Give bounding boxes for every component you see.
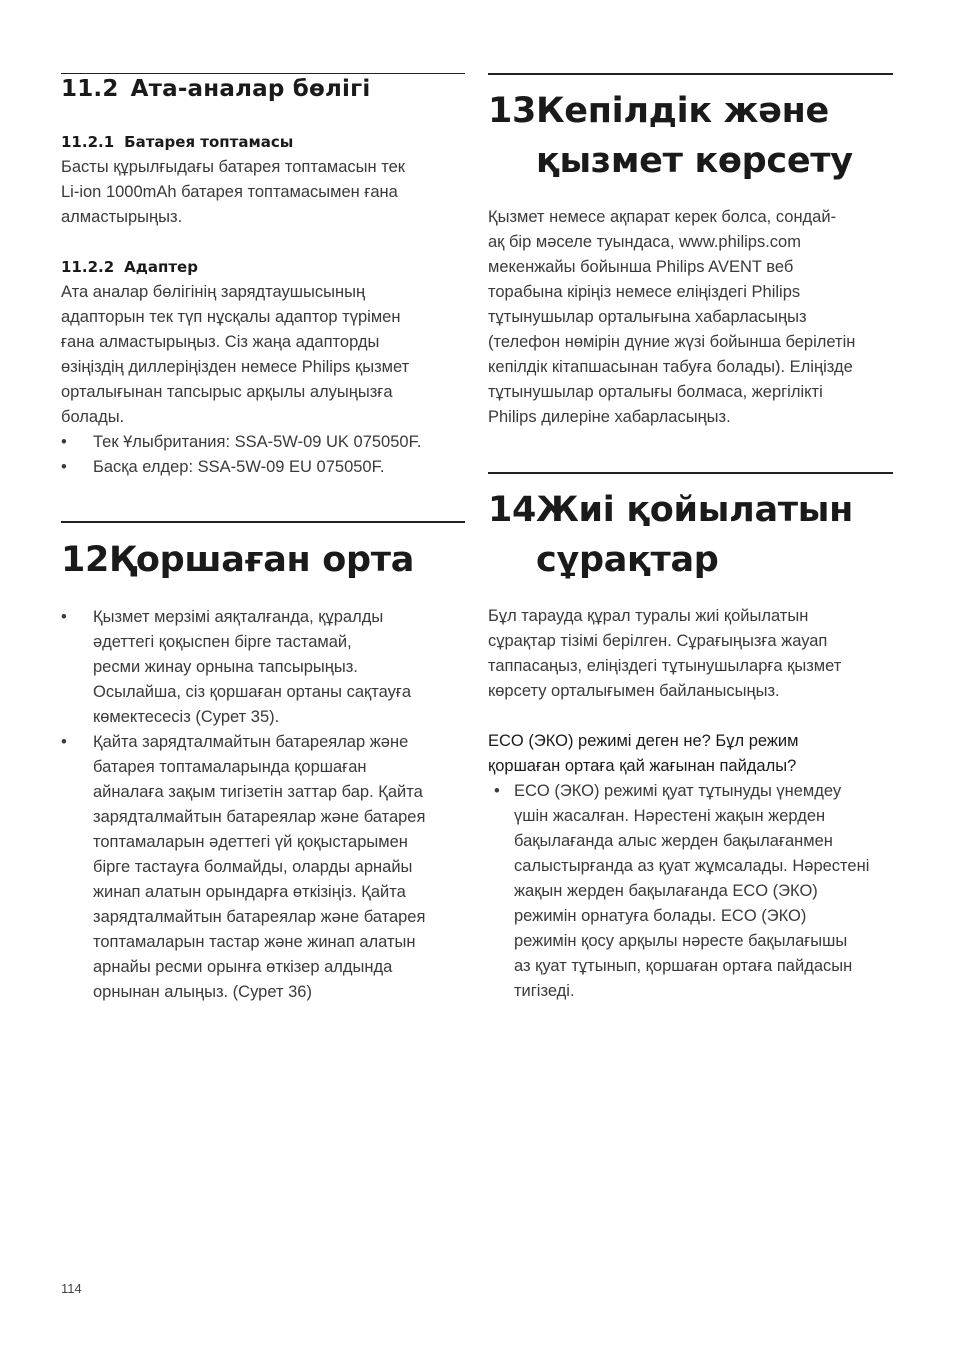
page-number: 114 (61, 1281, 82, 1296)
list-item: • ECO (ЭКО) режимі қуат тұтынуды үнемдеу үшін жасалған. Нәрестені жақын жерден бақылағанда алыс жерден бақылағанмен салыстырғанда аз қуат жұмсалады. Нәрестені жақын жерден бақылағанда ECO (ЭКО) режимін орнатуға болады. ECO (ЭКО) режимін қосу арқылы нәресте бақылағышы аз қуат тұтынып, қоршаған ортаға пайдасын тигізеді. (488, 779, 893, 1004)
text-line: сұрақтар тізімі берілген. Сұрағыңызға жауап (488, 632, 828, 650)
text-line: кепілдік кітапшасынан табуға болады). Еліңізде (488, 358, 853, 376)
text-line: таппасаңыз, еліңіздегі тұтынушыларға қызмет (488, 657, 842, 675)
bullet-icon: • (61, 433, 67, 451)
list-item: • Қайта зарядталмайтын батареялар және батарея топтамаларында қоршаған айналаға зақым тигізетін заттар бар. Қайта зарядталмайтын батареялар және батарея топтамаларын әдеттегі үй қоқыстарымен бірге тастауға болмайды, оларды арнайы жинап алатын орындарға өткізіңіз. Қайта зарядталмайтын батареялар және батарея топтамаларын тастар және жинап алатын арнайы ресми орынға өткізер алдында орнынан алыңыз. (Сурет 36) (61, 730, 465, 1005)
text-line: адапторын тек түп нұсқалы адаптор түрімен (61, 308, 401, 326)
list-item: • Басқа елдер: SSA-5W-09 EU 075050F. (61, 455, 465, 480)
text-line: өзіңіздің диллеріңізден немесе Philips қызмет (61, 358, 410, 376)
text-line: тұтынушылар орталығына хабарласыңыз (488, 308, 807, 326)
section-11-2-2-heading: 11.2.2 Адаптер (61, 258, 198, 276)
text-line: орталығынан тапсырыс арқылы алуыңызға (61, 383, 393, 401)
text-line: Ата аналар бөлігінің зарядтаушысының (61, 283, 366, 301)
environment-bullet-list (61, 605, 465, 1005)
section-divider (488, 472, 893, 474)
bullet-icon: • (61, 733, 67, 751)
text-line: тұтынушылар орталығы болмаса, жергілікті (488, 383, 823, 401)
text-line: (телефон нөмірін дүние жүзі бойынша берілетін (488, 333, 856, 351)
section-13-heading: 13 Кепілдік және қызмет көрсету (488, 91, 853, 181)
text-line: алмастырыңыз. (61, 208, 183, 226)
question-line: қоршаған ортаға қай жағынан пайдалы? (488, 757, 797, 775)
text-line: Li-ion 1000mAh батарея топтамасымен ғана (61, 183, 398, 201)
adapter-bullet-list (61, 430, 465, 480)
section-divider (61, 73, 465, 74)
text-line: ғана алмастырыңыз. Сіз жаңа адапторды (61, 333, 380, 351)
list-item: • Қызмет мерзімі аяқталғанда, құралды әдеттегі қоқыспен бірге тастамай, ресми жинау орнына тапсырыңыз. Осылайша, сіз қоршаған ортаны сақтауға көмектесесіз (Сурет 35). (61, 605, 465, 730)
warranty-paragraph (488, 205, 893, 430)
text-line: болады. (61, 408, 125, 426)
text-line: торабына кіріңіз немесе еліңіздегі Philips (488, 283, 801, 301)
faq-answer-list (488, 779, 893, 1004)
section-divider (61, 521, 465, 523)
section-14-heading: 14 Жиі қойылатын сұрақтар (488, 490, 853, 580)
section-11-2-heading: 11.2 Ата-аналар бөлігі (61, 76, 371, 102)
faq-intro-paragraph (488, 604, 893, 704)
bullet-icon: • (61, 458, 67, 476)
text-line: Қызмет немесе ақпарат керек болса, сондай- (488, 208, 837, 226)
text-line: Philips дилеріне хабарласыңыз. (488, 408, 731, 426)
adapter-paragraph (61, 280, 465, 430)
faq-question (488, 729, 893, 779)
list-item: • Тек Ұлыбритания: SSA-5W-09 UK 075050F. (61, 430, 465, 455)
text-line: ақ бір мәселе туындаса, www.philips.com (488, 233, 801, 251)
text-line: Бұл тарауда құрал туралы жиі қойылатын (488, 607, 809, 625)
bullet-icon: • (61, 608, 67, 626)
section-divider (488, 73, 893, 75)
battery-paragraph (61, 155, 465, 230)
section-11-2-1-heading: 11.2.1 Батарея топтамасы (61, 133, 294, 151)
text-line: мекенжайы бойынша Philips AVENT веб (488, 258, 794, 276)
text-line: Басты құрылғыдағы батарея топтамасын тек (61, 158, 405, 176)
section-12-heading: 12 Қоршаған орта (61, 540, 415, 580)
text-line: көрсету орталығымен байланысыңыз. (488, 682, 780, 700)
bullet-icon: • (494, 782, 500, 800)
question-line: ECO (ЭКО) режимі деген не? Бұл режим (488, 732, 799, 750)
